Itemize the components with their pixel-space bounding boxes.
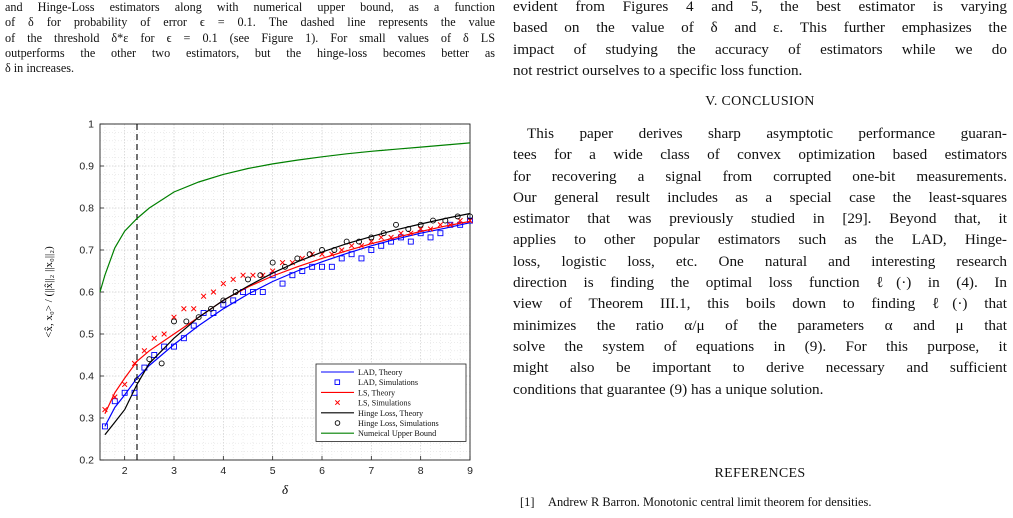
y-tick-label: 0.2 — [79, 454, 94, 467]
text-line: evident from Figures 4 and 5, the best estimator is varying — [513, 0, 1007, 15]
caption-line: δ in increases. — [5, 61, 75, 76]
text-line: for recovering a signal from corrupted one-bit measurements. — [513, 167, 1007, 185]
y-tick-label: 0.4 — [79, 370, 94, 383]
legend-label: Numeical Upper Bound — [358, 429, 437, 439]
data-point-circle — [159, 361, 164, 366]
x-tick-label: 3 — [171, 465, 177, 477]
text-line: loss, logistic loss, etc. One natural and interesting research — [513, 252, 1007, 270]
data-point-x — [221, 281, 226, 286]
text-line: conditions that guarantee (9) has a unique solution. — [513, 380, 824, 398]
reference-number: [1] — [520, 495, 535, 509]
text-line: minimizes the ratio α/μ of the parameters α and μ that — [513, 316, 1007, 334]
text-line: might also be important to derive necessary and sufficient — [513, 359, 1007, 377]
text-line: applies to other popular estimators such as the LAD, Hinge- — [513, 231, 1007, 249]
legend-label: LS, Simulations — [358, 398, 411, 408]
line-chart — [0, 110, 500, 518]
y-tick-label: 0.9 — [79, 160, 94, 173]
data-point-circle — [184, 319, 189, 324]
data-point-circle — [246, 277, 251, 282]
x-axis-label: δ — [281, 482, 289, 497]
legend-label: LS, Theory — [358, 388, 396, 398]
x-tick-label: 4 — [220, 465, 227, 477]
data-point-circle — [307, 252, 312, 257]
text-line: view of Theorem III.1, this boils down to finding ℓ(·) that — [513, 295, 1007, 313]
x-tick-label: 5 — [269, 465, 276, 477]
text-line: not restrict ourselves to a specific loss function. — [513, 61, 803, 79]
text-line: direction is finding the optimal loss function ℓ(·) in (4). In — [513, 274, 1007, 292]
legend-label: Hinge Loss, Simulations — [358, 419, 439, 428]
section-heading-conclusion: V. CONCLUSION — [705, 94, 815, 109]
y-tick-label: 0.5 — [79, 328, 94, 341]
x-tick-label: 6 — [319, 465, 325, 477]
y-tick-label: 1 — [88, 118, 94, 131]
figure-chart — [0, 110, 500, 518]
text-line: Our general result includes as a special case the least-squares — [513, 188, 1007, 206]
caption-line: of the threshold δ*ε for ϵ = 0.1 (see Figure 1). For small values of δ LS — [5, 30, 495, 45]
legend-label: LAD, Simulations — [358, 378, 419, 388]
y-tick-label: 0.6 — [79, 286, 94, 299]
data-point-x — [152, 336, 157, 341]
left-column — [0, 0, 500, 518]
x-tick-label: 9 — [467, 465, 473, 477]
reference-text: Andrew R Barron. Monotonic central limit theorem for densities. — [548, 495, 872, 509]
x-tick-label: 2 — [121, 465, 128, 477]
data-point-x — [201, 294, 206, 299]
text-line: solve the system of equations in (9). For this purpose, it — [513, 337, 1007, 355]
text-line: This paper derives sharp asymptotic performance guaran- — [527, 125, 1007, 142]
caption-line: of δ for probability of error ϵ = 0.1. The dashed line represents the value — [5, 15, 495, 30]
caption-line: outperforms the other two estimators, but the hinge-loss becomes better as — [5, 45, 495, 60]
x-tick-label: 8 — [417, 465, 424, 477]
text-line: impact of studying the accuracy of estimators while we do — [513, 40, 1007, 58]
right-column — [510, 0, 1010, 518]
y-tick-label: 0.3 — [79, 412, 94, 425]
text-line: estimator that was previously studied in [29]. Beyond that, it — [513, 210, 1007, 228]
legend-label: LAD, Theory — [358, 368, 403, 377]
paragraph-results — [513, 0, 1007, 81]
caption-line: and Hinge-Loss estimators along with numerical upper bound, as a function — [5, 0, 495, 14]
text-line: based on the value of δ and ε. This further emphasizes the — [513, 19, 1007, 37]
section-heading-references: REFERENCES — [714, 466, 806, 481]
y-tick-label: 0.8 — [79, 202, 94, 215]
x-tick-label: 7 — [368, 465, 375, 477]
data-point-x — [162, 332, 167, 337]
y-tick-label: 0.7 — [79, 244, 94, 257]
reference-item — [520, 495, 1010, 510]
paragraph-conclusion — [513, 123, 1007, 400]
text-line: tees for a wide class of convex optimization based estimators — [513, 146, 1007, 164]
figure-caption — [5, 0, 495, 76]
y-axis-label: <x̂, x₀> / (||x̂||₂ ||x₀||₂) — [43, 246, 55, 338]
legend-label: Hinge Loss, Theory — [358, 408, 424, 418]
data-point-x — [251, 273, 256, 278]
